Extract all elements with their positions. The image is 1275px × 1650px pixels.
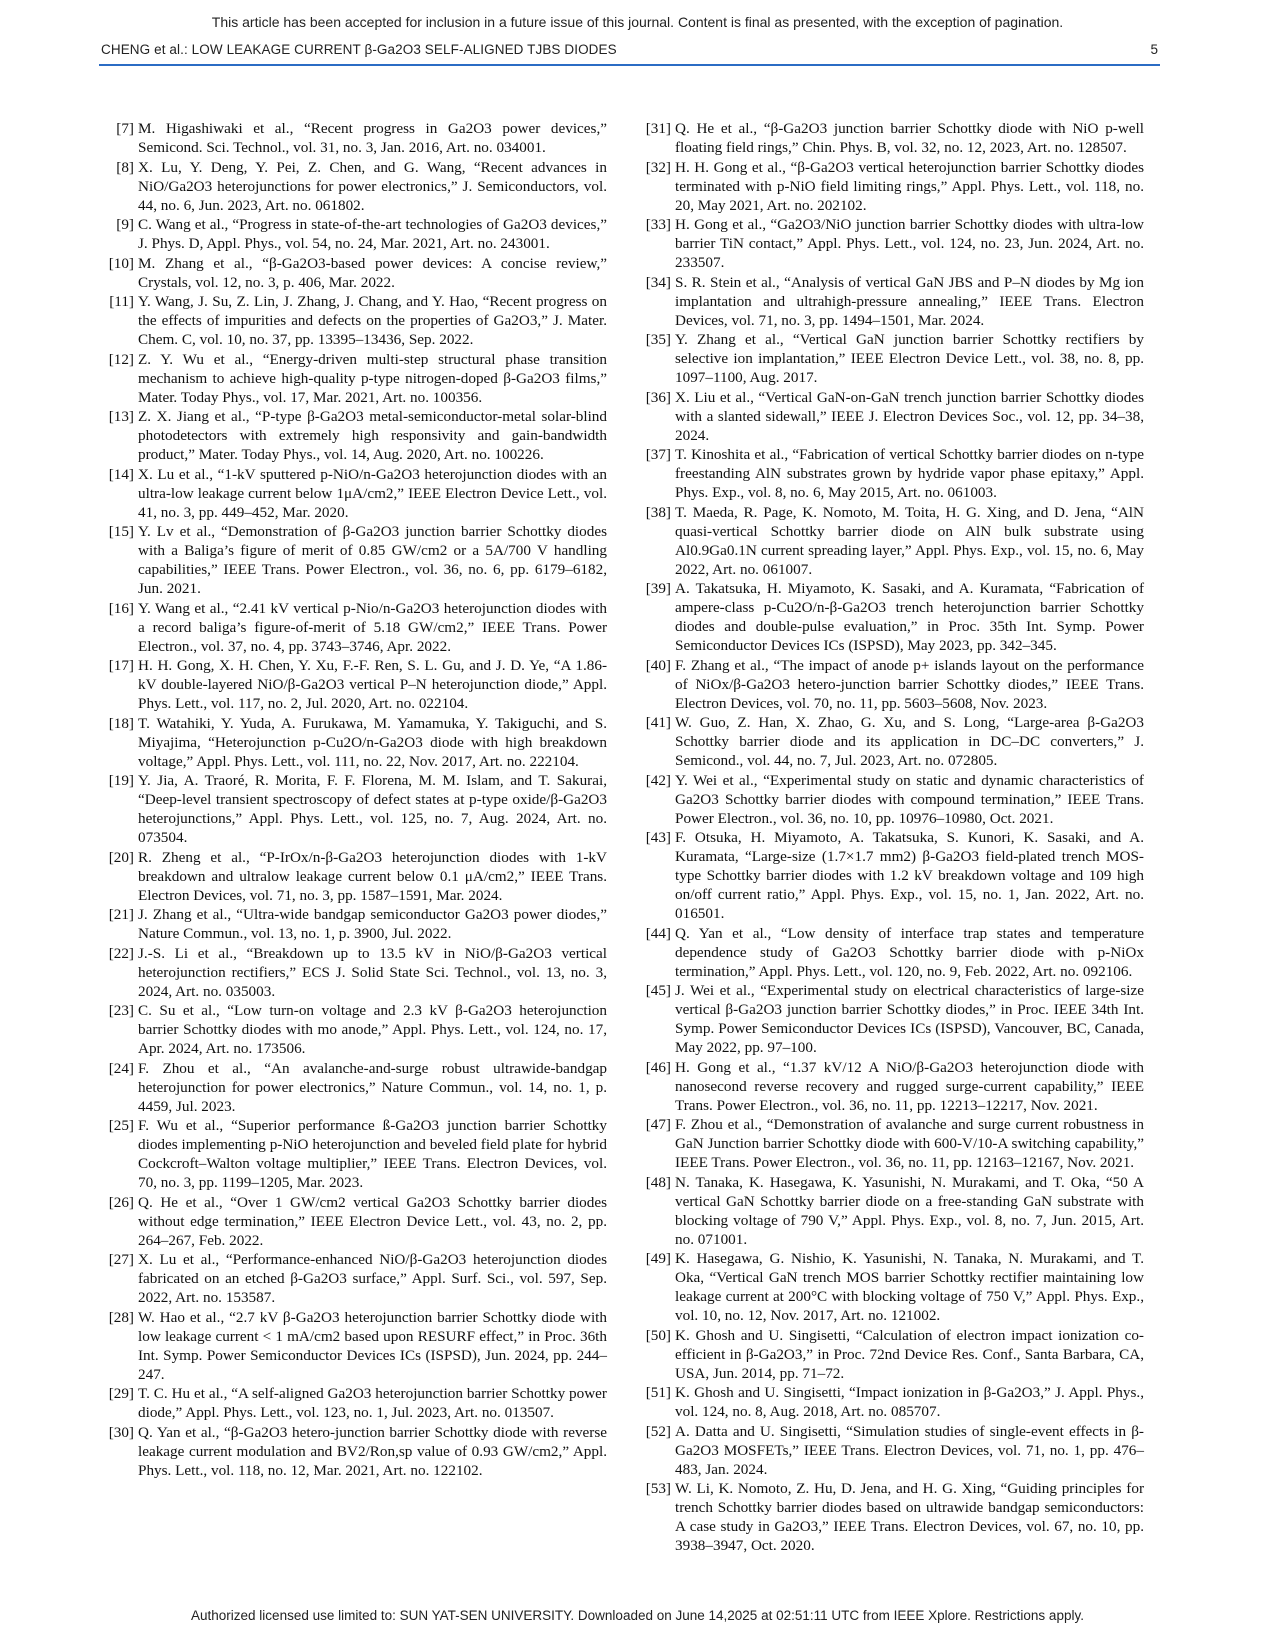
reference-text: Y. Wang, J. Su, Z. Lin, J. Zhang, J. Chang, and Y. Hao, “Recent progress on the effects of impurities and defects on the properties of Ga2O3,” J. Mater. Chem. C, vol. 10, no. 37, pp. 13395–13436, Sep. 2022.	[138, 293, 607, 348]
reference-number: [41]	[645, 714, 671, 731]
reference-item	[644, 1058, 1144, 1115]
reference-item	[644, 981, 1144, 1057]
reference-item	[107, 522, 607, 598]
reference-item	[644, 1173, 1144, 1249]
reference-number: [26]	[108, 1193, 134, 1211]
reference-number: [10]	[108, 254, 134, 272]
reference-text: S. R. Stein et al., “Analysis of vertical GaN JBS and P–N diodes by Mg ion implantation and ultrahigh-pressure annealing,” IEEE Trans. Electron Devices, vol. 71, no. 3, pp. 1494–1501, Mar. 2024.	[675, 273, 1144, 329]
reference-item	[107, 158, 607, 215]
reference-item	[107, 848, 607, 905]
reference-number: [22]	[108, 944, 134, 962]
reference-number: [11]	[109, 293, 134, 310]
reference-item	[644, 388, 1144, 445]
reference-number: [23]	[108, 1002, 134, 1019]
reference-text: M. Higashiwaki et al., “Recent progress in Ga2O3 power devices,” Semicond. Sci. Technol., vol. 31, no. 3, Jan. 2016, Art. no. 034001.	[138, 120, 607, 156]
reference-text: H. Gong et al., “1.37 kV/12 A NiO/β-Ga2O3 heterojunction diode with nanosecond reverse recovery and rugged surge-current capability,” IEEE Trans. Power Electron., vol. 36, no. 11, pp. 12213–12217, Nov. 2021.	[675, 1058, 1144, 1114]
reference-item	[644, 503, 1144, 579]
reference-text: K. Ghosh and U. Singisetti, “Calculation of electron impact ionization co-efficient in β-Ga2O3,” in Proc. 72nd Device Res. Conf., Santa Barbara, CA, USA, Jun. 2014, pp. 71–72.	[675, 1326, 1144, 1382]
reference-text: Z. X. Jiang et al., “P-type β-Ga2O3 metal-semiconductor-metal solar-blind photodetectors with extremely high responsivity and gain-bandwidth product,” Mater. Today Phys., vol. 14, Aug. 2020, Art. no. 100226.	[138, 408, 607, 463]
reference-text: H. Gong et al., “Ga2O3/NiO junction barrier Schottky diodes with ultra-low barrier TiN contact,” Appl. Phys. Lett., vol. 124, no. 23, Jun. 2024, Art. no. 233507.	[675, 216, 1144, 271]
reference-text: X. Lu, Y. Deng, Y. Pei, Z. Chen, and G. Wang, “Recent advances in NiO/Ga2O3 heterojunctions for power electronics,” J. Semiconductors, vol. 44, no. 6, Jun. 2023, Art. no. 061802.	[138, 158, 607, 214]
reference-text: J.-S. Li et al., “Breakdown up to 13.5 kV in NiO/β-Ga2O3 vertical heterojunction rectifiers,” ECS J. Solid State Sci. Technol., vol. 13, no. 3, 2024, Art. no. 035003.	[138, 944, 607, 1000]
reference-item	[644, 1249, 1144, 1325]
reference-item	[107, 465, 607, 522]
reference-item	[107, 292, 607, 349]
reference-text: Z. Y. Wu et al., “Energy-driven multi-step structural phase transition mechanism to achieve high-quality p-type nitrogen-doped β-Ga2O3 films,” Mater. Today Phys., vol. 17, Mar. 2021, Art. no. 100356.	[138, 350, 607, 406]
reference-text: M. Zhang et al., “β-Ga2O3-based power devices: A concise review,” Crystals, vol. 12, no. 3, p. 406, Mar. 2022.	[138, 254, 607, 291]
reference-text: J. Zhang et al., “Ultra-wide bandgap semiconductor Ga2O3 power diodes,” Nature Commun., vol. 13, no. 1, p. 3900, Jul. 2022.	[138, 906, 607, 942]
reference-number: [50]	[645, 1326, 671, 1344]
reference-number: [16]	[108, 599, 134, 617]
reference-number: [39]	[645, 580, 671, 597]
reference-text: W. Guo, Z. Han, X. Zhao, G. Xu, and S. Long, “Large-area β-Ga2O3 Schottky barrier diode and its application in DC–DC converters,” J. Semicond., vol. 44, no. 7, Jul. 2023, Art. no. 072805.	[675, 714, 1144, 769]
reference-number: [34]	[645, 273, 671, 291]
reference-item	[107, 1250, 607, 1307]
reference-item	[644, 579, 1144, 655]
reference-item	[107, 1308, 607, 1384]
reference-number: [12]	[108, 350, 134, 368]
reference-item	[107, 714, 607, 771]
reference-text: F. Otsuka, H. Miyamoto, A. Takatsuka, S. Kunori, K. Sasaki, and A. Kuramata, “Large-size (1.7×1.7 mm2) β-Ga2O3 field-plated trench MOS-type Schottky barrier diodes with 1.2 kV breakdown voltage and 109 high on/off current ratio,” Appl. Phys. Exp., vol. 15, no. 1, Jan. 2022, Art. no. 016501.	[675, 829, 1144, 922]
reference-text: X. Lu et al., “1-kV sputtered p-NiO/n-Ga2O3 heterojunction diodes with an ultra-low leakage current below 1μA/cm2,” IEEE Electron Device Lett., vol. 41, no. 3, pp. 449–452, Mar. 2020.	[138, 465, 607, 521]
references-left-column	[107, 119, 607, 1480]
reference-item	[644, 330, 1144, 387]
reference-number: [18]	[108, 714, 134, 732]
reference-text: K. Ghosh and U. Singisetti, “Impact ionization in β-Ga2O3,” J. Appl. Phys., vol. 124, no. 8, Aug. 2018, Art. no. 085707.	[675, 1384, 1144, 1420]
reference-item	[107, 944, 607, 1001]
reference-text: H. H. Gong et al., “β-Ga2O3 vertical heterojunction barrier Schottky diodes terminated with p-NiO field limiting rings,” Appl. Phys. Lett., vol. 118, no. 20, May 2021, Art. no. 202102.	[675, 158, 1144, 214]
reference-item	[107, 1001, 607, 1058]
reference-number: [53]	[645, 1480, 671, 1497]
reference-text: Y. Wang et al., “2.41 kV vertical p-Nio/n-Ga2O3 heterojunction diodes with a record baliga’s figure-of-merit of 5.18 GW/cm2,” IEEE Trans. Power Electron., vol. 37, no. 4, pp. 3743–3746, Apr. 2022.	[138, 599, 607, 655]
reference-text: W. Hao et al., “2.7 kV β-Ga2O3 heterojunction barrier Schottky diode with low leakage current < 1 mA/cm2 based upon RESURF effect,” in Proc. 36th Int. Symp. Power Semiconductor Devices ICs (ISPSD), Jun. 2024, pp. 244–247.	[138, 1308, 607, 1383]
reference-text: Q. Yan et al., “β-Ga2O3 hetero-junction barrier Schottky diode with reverse leakage current modulation and BV2/Ron,sp value of 0.93 GW/cm2,” Appl. Phys. Lett., vol. 118, no. 12, Mar. 2021, Art. no. 122102.	[138, 1423, 607, 1479]
reference-text: F. Zhou et al., “An avalanche-and-surge robust ultrawide-bandgap heterojunction for power electronics,” Nature Commun., vol. 14, no. 1, p. 4459, Jul. 2023.	[138, 1059, 607, 1115]
reference-text: Y. Jia, A. Traoré, R. Morita, F. F. Florena, M. M. Islam, and T. Sakurai, “Deep-level transient spectroscopy of defect states at p-type oxide/β-Ga2O3 heterojunctions,” Appl. Phys. Lett., vol. 125, no. 7, Aug. 2024, Art. no. 073504.	[138, 772, 607, 846]
reference-item	[644, 1326, 1144, 1383]
reference-item	[107, 350, 607, 407]
reference-text: X. Liu et al., “Vertical GaN-on-GaN trench junction barrier Schottky diodes with a slanted sidewall,” IEEE J. Electron Devices Soc., vol. 12, pp. 34–38, 2024.	[675, 388, 1144, 444]
reference-number: [30]	[108, 1423, 134, 1441]
reference-text: Y. Wei et al., “Experimental study on static and dynamic characteristics of Ga2O3 Schottky barrier diodes with compound termination,” IEEE Trans. Power Electron., vol. 36, no. 10, pp. 10976–10980, Oct. 2021.	[675, 771, 1144, 827]
reference-text: W. Li, K. Nomoto, Z. Hu, D. Jena, and H. G. Xing, “Guiding principles for trench Schottky barrier diodes based on ultrawide bandgap semiconductors: A case study in Ga2O3,” IEEE Trans. Electron Devices, vol. 67, no. 10, pp. 3938–3947, Oct. 2020.	[675, 1480, 1144, 1554]
reference-number: [13]	[108, 408, 134, 425]
reference-number: [21]	[108, 906, 134, 923]
reference-text: Y. Zhang et al., “Vertical GaN junction barrier Schottky rectifiers by selective ion implantation,” IEEE Electron Device Lett., vol. 38, no. 8, pp. 1097–1100, Aug. 2017.	[675, 331, 1144, 386]
reference-item	[107, 1059, 607, 1116]
reference-number: [9]	[116, 216, 134, 233]
reference-text: J. Wei et al., “Experimental study on electrical characteristics of large-size vertical β-Ga2O3 junction barrier Schottky diodes,” in Proc. IEEE 34th Int. Symp. Power Semiconductor Devices ICs (ISPSD), Vancouver, BC, Canada, May 2022, pp. 97–100.	[675, 982, 1144, 1056]
reference-text: N. Tanaka, K. Hasegawa, K. Yasunishi, N. Murakami, and T. Oka, “50 A vertical GaN Schottky barrier diode on a free-standing GaN substrate with blocking voltage of 790 V,” Appl. Phys. Exp., vol. 8, no. 7, Jun. 2015, Art. no. 071001.	[675, 1173, 1144, 1248]
acceptance-notice: This article has been accepted for inclusion in a future issue of this journal. Content is final as presented, with the exception of pagination.	[211, 14, 1064, 30]
reference-number: [52]	[645, 1422, 671, 1440]
license-footer: Authorized licensed use limited to: SUN YAT-SEN UNIVERSITY. Downloaded on June 14,2025 at 02:51:11 UTC from IEEE Xplore. Restrictions apply.	[191, 1608, 1084, 1623]
reference-number: [49]	[645, 1250, 671, 1267]
reference-item	[644, 656, 1144, 713]
reference-number: [47]	[645, 1116, 671, 1133]
reference-number: [44]	[645, 924, 671, 942]
reference-number: [28]	[108, 1308, 134, 1326]
reference-text: F. Zhang et al., “The impact of anode p+ islands layout on the performance of NiOx/β-Ga2O3 hetero-junction barrier Schottky diodes,” IEEE Trans. Electron Devices, vol. 70, no. 11, pp. 5603–5608, Nov. 2023.	[675, 656, 1144, 712]
reference-item	[107, 905, 607, 943]
reference-number: [25]	[108, 1117, 134, 1134]
reference-item	[107, 1384, 607, 1422]
reference-item	[644, 1115, 1144, 1172]
reference-item	[107, 1116, 607, 1192]
reference-text: T. Kinoshita et al., “Fabrication of vertical Schottky barrier diodes on n-type freestanding AlN substrates grown by hydride vapor phase epitaxy,” Appl. Phys. Exp., vol. 8, no. 6, May 2015, Art. no. 061003.	[675, 446, 1144, 501]
reference-number: [24]	[108, 1059, 134, 1077]
reference-number: [32]	[645, 158, 671, 176]
reference-item	[644, 924, 1144, 981]
reference-number: [40]	[645, 656, 671, 674]
reference-text: F. Wu et al., “Superior performance ß-Ga2O3 junction barrier Schottky diodes implementing p-NiO heterojunction and beveled field plate for hybrid Cockcroft–Walton voltage multiplier,” IEEE Trans. Electron Devices, vol. 70, no. 3, pp. 1199–1205, Mar. 2023.	[138, 1117, 607, 1191]
reference-item	[644, 713, 1144, 770]
reference-item	[644, 158, 1144, 215]
reference-number: [29]	[108, 1385, 134, 1402]
reference-text: A. Takatsuka, H. Miyamoto, K. Sasaki, and A. Kuramata, “Fabrication of ampere-class p-Cu2O/n-β-Ga2O3 trench heterojunction barrier Schottky diodes and double-pulse evaluation,” in Proc. 35th Int. Symp. Power Semiconductor Devices ICs (ISPSD), May 2023, pp. 342–345.	[675, 580, 1144, 654]
reference-text: R. Zheng et al., “P-IrOx/n-β-Ga2O3 heterojunction diodes with 1-kV breakdown and ultralow leakage current below 0.1 μA/cm2,” IEEE Trans. Electron Devices, vol. 71, no. 3, pp. 1587–1591, Mar. 2024.	[138, 848, 607, 904]
reference-number: [36]	[645, 388, 671, 406]
reference-item	[644, 1422, 1144, 1479]
reference-number: [37]	[645, 446, 671, 463]
reference-number: [27]	[108, 1251, 134, 1268]
reference-text: Y. Lv et al., “Demonstration of β-Ga2O3 junction barrier Schottky diodes with a Baliga’s figure of merit of 0.85 GW/cm2 or a 5A/700 V handling capabilities,” IEEE Trans. Power Electron., vol. 36, no. 6, pp. 6179–6182, Jun. 2021.	[138, 523, 607, 597]
reference-item	[107, 771, 607, 847]
reference-text: T. Maeda, R. Page, K. Nomoto, M. Toita, H. G. Xing, and D. Jena, “AlN quasi-vertical Schottky barrier diode on AlN bulk substrate using Al0.9Ga0.1N current spreading layer,” Appl. Phys. Exp., vol. 15, no. 6, May 2022, Art. no. 061007.	[675, 503, 1144, 578]
reference-text: Q. Yan et al., “Low density of interface trap states and temperature dependence study of Ga2O3 Schottky barrier diode with p-NiOx termination,” Appl. Phys. Lett., vol. 120, no. 9, Feb. 2022, Art. no. 092106.	[675, 924, 1144, 980]
reference-number: [15]	[108, 523, 134, 540]
reference-number: [35]	[645, 331, 671, 348]
reference-text: T. C. Hu et al., “A self-aligned Ga2O3 heterojunction barrier Schottky power diode,” Appl. Phys. Lett., vol. 123, no. 1, Jul. 2023, Art. no. 013507.	[138, 1385, 607, 1421]
reference-item	[644, 273, 1144, 330]
reference-number: [17]	[108, 657, 134, 674]
reference-item	[107, 215, 607, 253]
reference-text: X. Lu et al., “Performance-enhanced NiO/β-Ga2O3 heterojunction diodes fabricated on an etched β-Ga2O3 surface,” Appl. Surf. Sci., vol. 597, Sep. 2022, Art. no. 153587.	[138, 1251, 607, 1306]
reference-text: F. Zhou et al., “Demonstration of avalanche and surge current robustness in GaN Junction barrier Schottky diode with 600-V/10-A switching capability,” IEEE Trans. Power Electron., vol. 36, no. 11, pp. 12163–12167, Nov. 2021.	[675, 1116, 1144, 1171]
reference-item	[107, 119, 607, 157]
reference-item	[644, 771, 1144, 828]
reference-number: [38]	[645, 503, 671, 521]
page-header	[99, 40, 1160, 66]
reference-number: [45]	[645, 982, 671, 999]
reference-item	[107, 599, 607, 656]
reference-text: C. Su et al., “Low turn-on voltage and 2.3 kV β-Ga2O3 heterojunction barrier Schottky diodes with mo anode,” Appl. Phys. Lett., vol. 124, no. 17, Apr. 2024, Art. no. 173506.	[138, 1002, 607, 1057]
reference-text: H. H. Gong, X. H. Chen, Y. Xu, F.-F. Ren, S. L. Gu, and J. D. Ye, “A 1.86-kV double-layered NiO/β-Ga2O3 vertical P–N heterojunction diode,” Appl. Phys. Lett., vol. 117, no. 2, Jul. 2020, Art. no. 022104.	[138, 657, 607, 712]
references-right-column	[644, 119, 1144, 1556]
reference-number: [8]	[116, 158, 134, 176]
reference-item	[644, 445, 1144, 502]
reference-item	[107, 1193, 607, 1250]
reference-item	[644, 1383, 1144, 1421]
reference-number: [7]	[116, 120, 134, 137]
reference-item	[644, 1479, 1144, 1555]
reference-text: C. Wang et al., “Progress in state-of-the-art technologies of Ga2O3 devices,” J. Phys. D, Appl. Phys., vol. 54, no. 24, Mar. 2021, Art. no. 243001.	[138, 216, 607, 252]
page-number: 5	[1150, 42, 1158, 57]
reference-number: [48]	[645, 1173, 671, 1191]
reference-item	[107, 407, 607, 464]
reference-text: K. Hasegawa, G. Nishio, K. Yasunishi, N. Tanaka, N. Murakami, and T. Oka, “Vertical GaN trench MOS barrier Schottky rectifier maintaining low leakage current at 200°C with blocking voltage of 750 V,” Appl. Phys. Exp., vol. 10, no. 12, Nov. 2017, Art. no. 121002.	[675, 1250, 1144, 1324]
reference-number: [19]	[108, 772, 134, 789]
reference-item	[644, 828, 1144, 923]
reference-text: Q. He et al., “β-Ga2O3 junction barrier Schottky diode with NiO p-well floating field rings,” Chin. Phys. B, vol. 32, no. 12, 2023, Art. no. 128507.	[675, 120, 1144, 156]
reference-number: [20]	[108, 848, 134, 866]
reference-text: T. Watahiki, Y. Yuda, A. Furukawa, M. Yamamuka, Y. Takiguchi, and S. Miyajima, “Heterojunction p-Cu2O/n-Ga2O3 diode with high breakdown voltage,” Appl. Phys. Lett., vol. 111, no. 22, Nov. 2017, Art. no. 222104.	[138, 714, 607, 770]
reference-item	[107, 1423, 607, 1480]
reference-item	[107, 254, 607, 292]
reference-text: A. Datta and U. Singisetti, “Simulation studies of single-event effects in β-Ga2O3 MOSFETs,” IEEE Trans. Electron Devices, vol. 71, no. 1, pp. 476–483, Jan. 2024.	[675, 1422, 1144, 1478]
reference-number: [14]	[108, 465, 134, 483]
reference-number: [33]	[645, 216, 671, 233]
reference-item	[644, 215, 1144, 272]
reference-item	[107, 656, 607, 713]
reference-number: [42]	[645, 771, 671, 789]
reference-number: [51]	[645, 1384, 671, 1401]
reference-number: [31]	[645, 120, 671, 137]
reference-item	[644, 119, 1144, 157]
reference-number: [46]	[645, 1058, 671, 1076]
reference-number: [43]	[645, 829, 671, 846]
reference-text: Q. He et al., “Over 1 GW/cm2 vertical Ga2O3 Schottky barrier diodes without edge termination,” IEEE Electron Device Lett., vol. 43, no. 2, pp. 264–267, Feb. 2022.	[138, 1193, 607, 1249]
running-head: CHENG et al.: LOW LEAKAGE CURRENT β-Ga2O3 SELF-ALIGNED TJBS DIODES	[101, 42, 617, 57]
